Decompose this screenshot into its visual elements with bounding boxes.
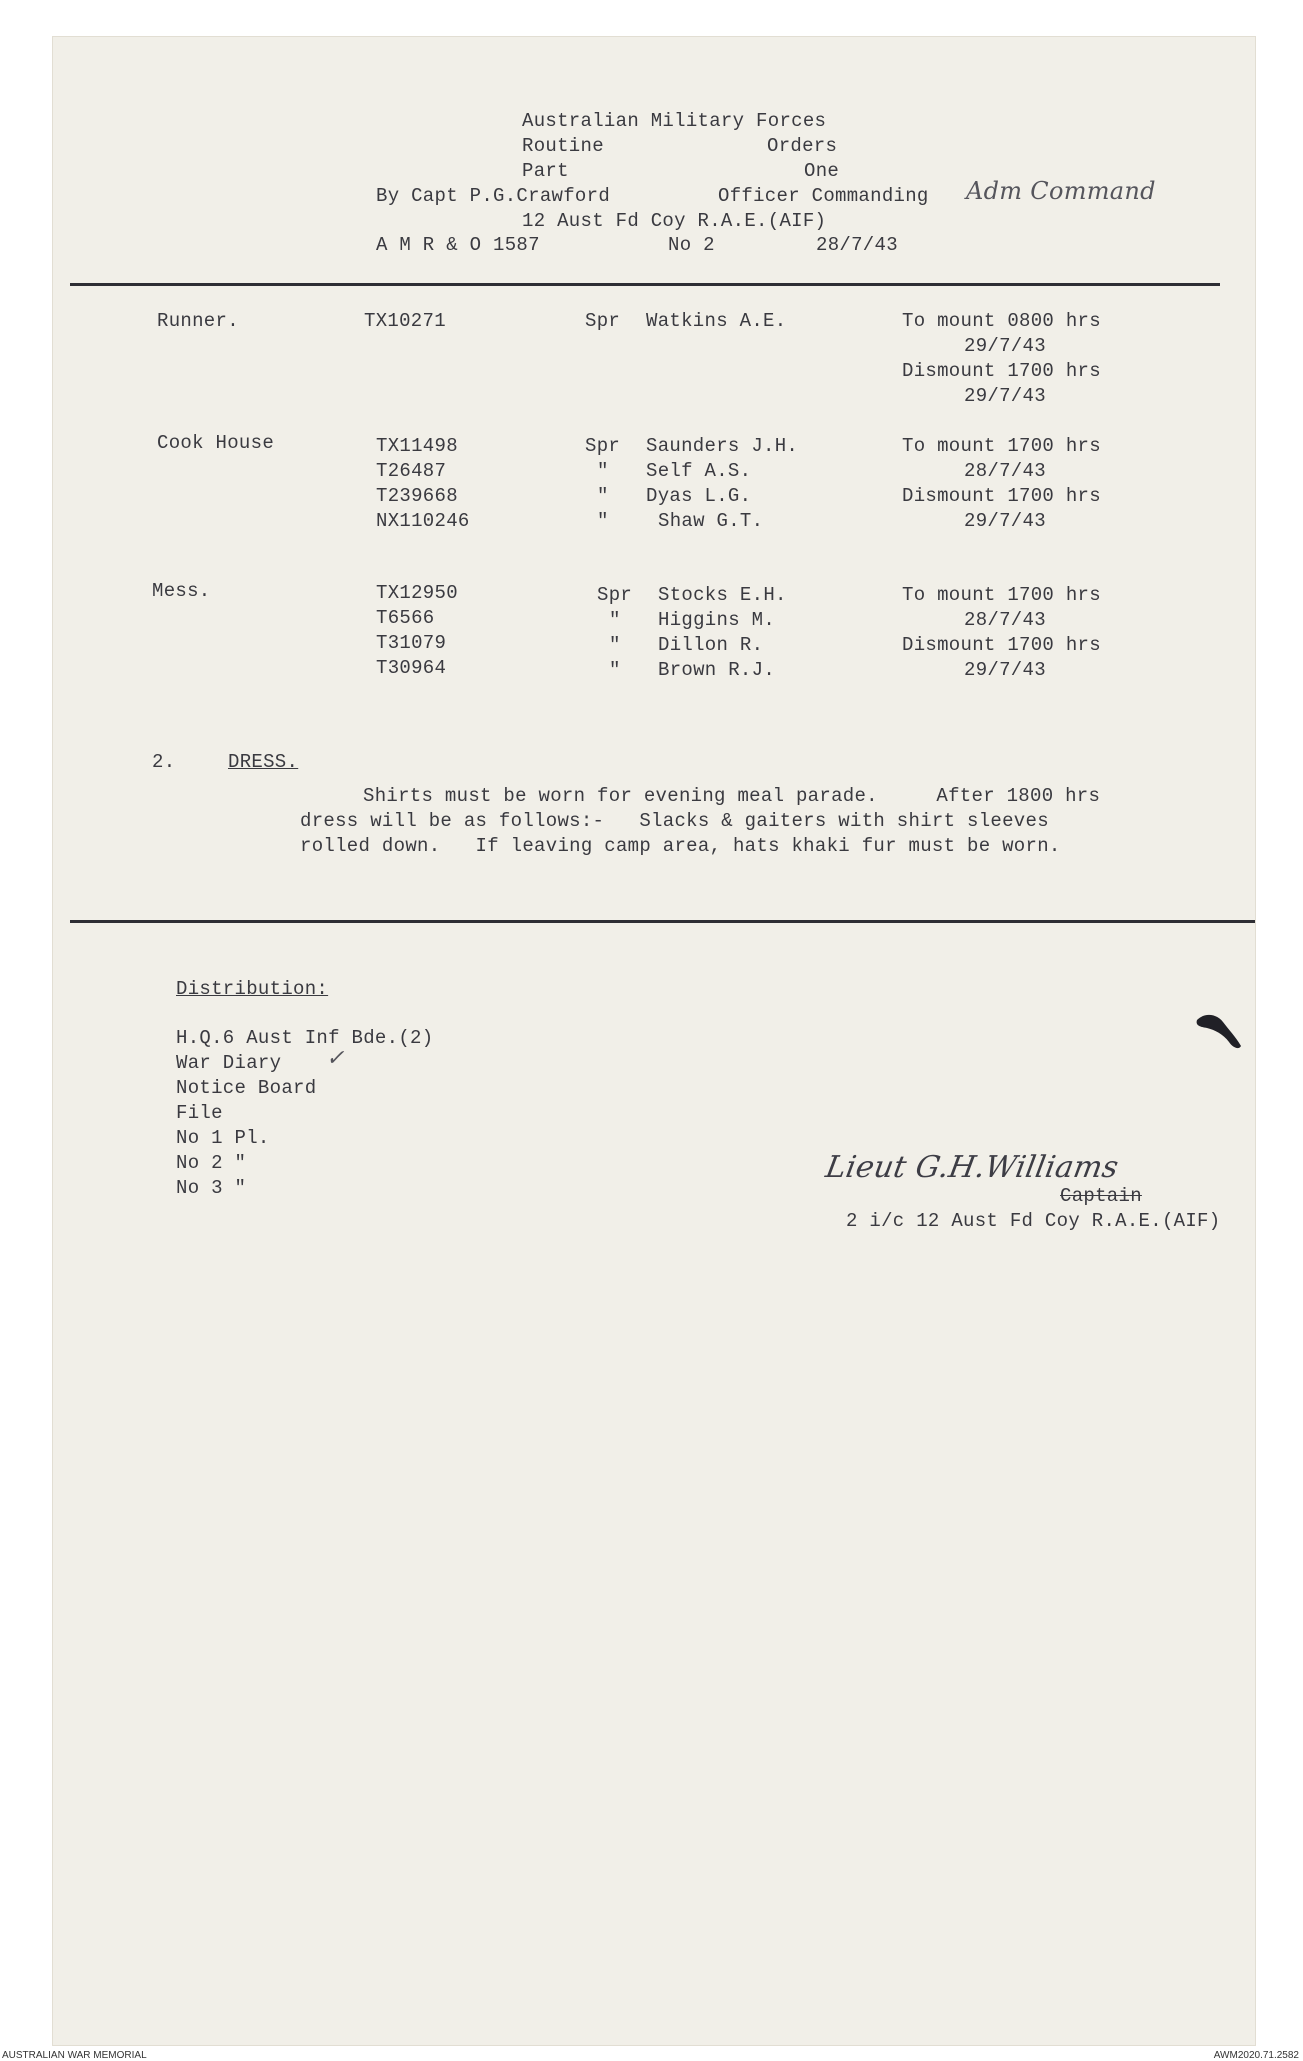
duty-time: Dismount 1700 hrs	[902, 485, 1101, 507]
dress-number: 2.	[152, 751, 176, 773]
header-orders: Orders	[767, 135, 838, 157]
header-officer-commanding: Officer Commanding	[718, 185, 929, 207]
header-ref: A M R & O 1587	[376, 234, 540, 256]
duty-rank: "	[597, 485, 609, 507]
top-rule	[70, 283, 1220, 286]
duty-number: TX12950	[376, 582, 458, 604]
duty-rank: "	[609, 659, 621, 681]
distribution-heading: Distribution:	[176, 978, 329, 1000]
handwritten-note: Adm Command	[966, 177, 1156, 205]
distribution-item: File	[176, 1102, 223, 1124]
duty-name: Shaw G.T.	[658, 510, 764, 532]
duty-name: Stocks E.H.	[658, 584, 787, 606]
ink-blot-mark	[1195, 1012, 1245, 1058]
distribution-item: H.Q.6 Aust Inf Bde.(2)	[176, 1027, 434, 1049]
signature-title: 2 i/c 12 Aust Fd Coy R.A.E.(AIF)	[846, 1210, 1221, 1232]
dress-line3: rolled down. If leaving camp area, hats khaki fur must be worn.	[300, 835, 1061, 857]
duty-rank: Spr	[585, 310, 621, 332]
duty-number: T26487	[376, 460, 447, 482]
duty-time: To mount 0800 hrs	[902, 310, 1101, 332]
duty-name: Self A.S.	[646, 460, 752, 482]
duty-time: 29/7/43	[964, 510, 1046, 532]
duty-rank: "	[597, 510, 609, 532]
header-number: No 2	[668, 234, 715, 256]
duty-role: Cook House	[157, 432, 275, 454]
struck-title: Captain	[1060, 1185, 1142, 1207]
header-unit: 12 Aust Fd Coy R.A.E.(AIF)	[522, 210, 827, 232]
duty-name: Dyas L.G.	[646, 485, 752, 507]
duty-role: Runner.	[157, 310, 239, 332]
distribution-item: Notice Board	[176, 1077, 317, 1099]
footer-right: AWM2020.71.2582	[1213, 2050, 1299, 2061]
header-one: One	[804, 160, 840, 182]
duty-name: Watkins A.E.	[646, 310, 787, 332]
duty-rank: "	[609, 609, 621, 631]
duty-time: 29/7/43	[964, 659, 1046, 681]
duty-name: Brown R.J.	[658, 659, 776, 681]
duty-time: 29/7/43	[964, 335, 1046, 357]
check-mark-icon: ✓	[326, 1046, 345, 1071]
duty-rank: "	[609, 634, 621, 656]
duty-number: TX11498	[376, 435, 458, 457]
duty-time: 29/7/43	[964, 385, 1046, 407]
dress-heading: DRESS.	[228, 751, 299, 773]
duty-number: T6566	[376, 607, 435, 629]
duty-time: To mount 1700 hrs	[902, 435, 1101, 457]
duty-name: Saunders J.H.	[646, 435, 799, 457]
header-part: Part	[522, 160, 569, 182]
duty-time: To mount 1700 hrs	[902, 584, 1101, 606]
header-line1: Australian Military Forces	[522, 110, 827, 132]
distribution-item: No 2 "	[176, 1152, 247, 1174]
distribution-item: No 3 "	[176, 1177, 247, 1199]
footer-left: AUSTRALIAN WAR MEMORIAL	[2, 2050, 147, 2061]
signature: Lieut G.H.Williams	[822, 1150, 1122, 1185]
duty-time: Dismount 1700 hrs	[902, 360, 1101, 382]
bottom-rule	[70, 920, 1255, 923]
duty-number: TX10271	[364, 310, 446, 332]
duty-name: Higgins M.	[658, 609, 776, 631]
duty-rank: Spr	[597, 584, 633, 606]
duty-time: 28/7/43	[964, 609, 1046, 631]
duty-time: 28/7/43	[964, 460, 1046, 482]
dress-line1: Shirts must be worn for evening meal parade. After 1800 hrs	[363, 785, 1101, 807]
duty-number: NX110246	[376, 510, 470, 532]
header-routine: Routine	[522, 135, 604, 157]
duty-rank: "	[597, 460, 609, 482]
duty-number: T31079	[376, 632, 447, 654]
duty-name: Dillon R.	[658, 634, 764, 656]
distribution-item: War Diary	[176, 1052, 282, 1074]
header-by-line: By Capt P.G.Crawford	[376, 185, 611, 207]
duty-number: T30964	[376, 657, 447, 679]
distribution-item: No 1 Pl.	[176, 1127, 270, 1149]
duty-rank: Spr	[585, 435, 621, 457]
duty-number: T239668	[376, 485, 458, 507]
header-date: 28/7/43	[816, 234, 898, 256]
duty-time: Dismount 1700 hrs	[902, 634, 1101, 656]
duty-role: Mess.	[152, 580, 211, 602]
dress-line2: dress will be as follows:- Slacks & gaiters with shirt sleeves	[300, 810, 1049, 832]
